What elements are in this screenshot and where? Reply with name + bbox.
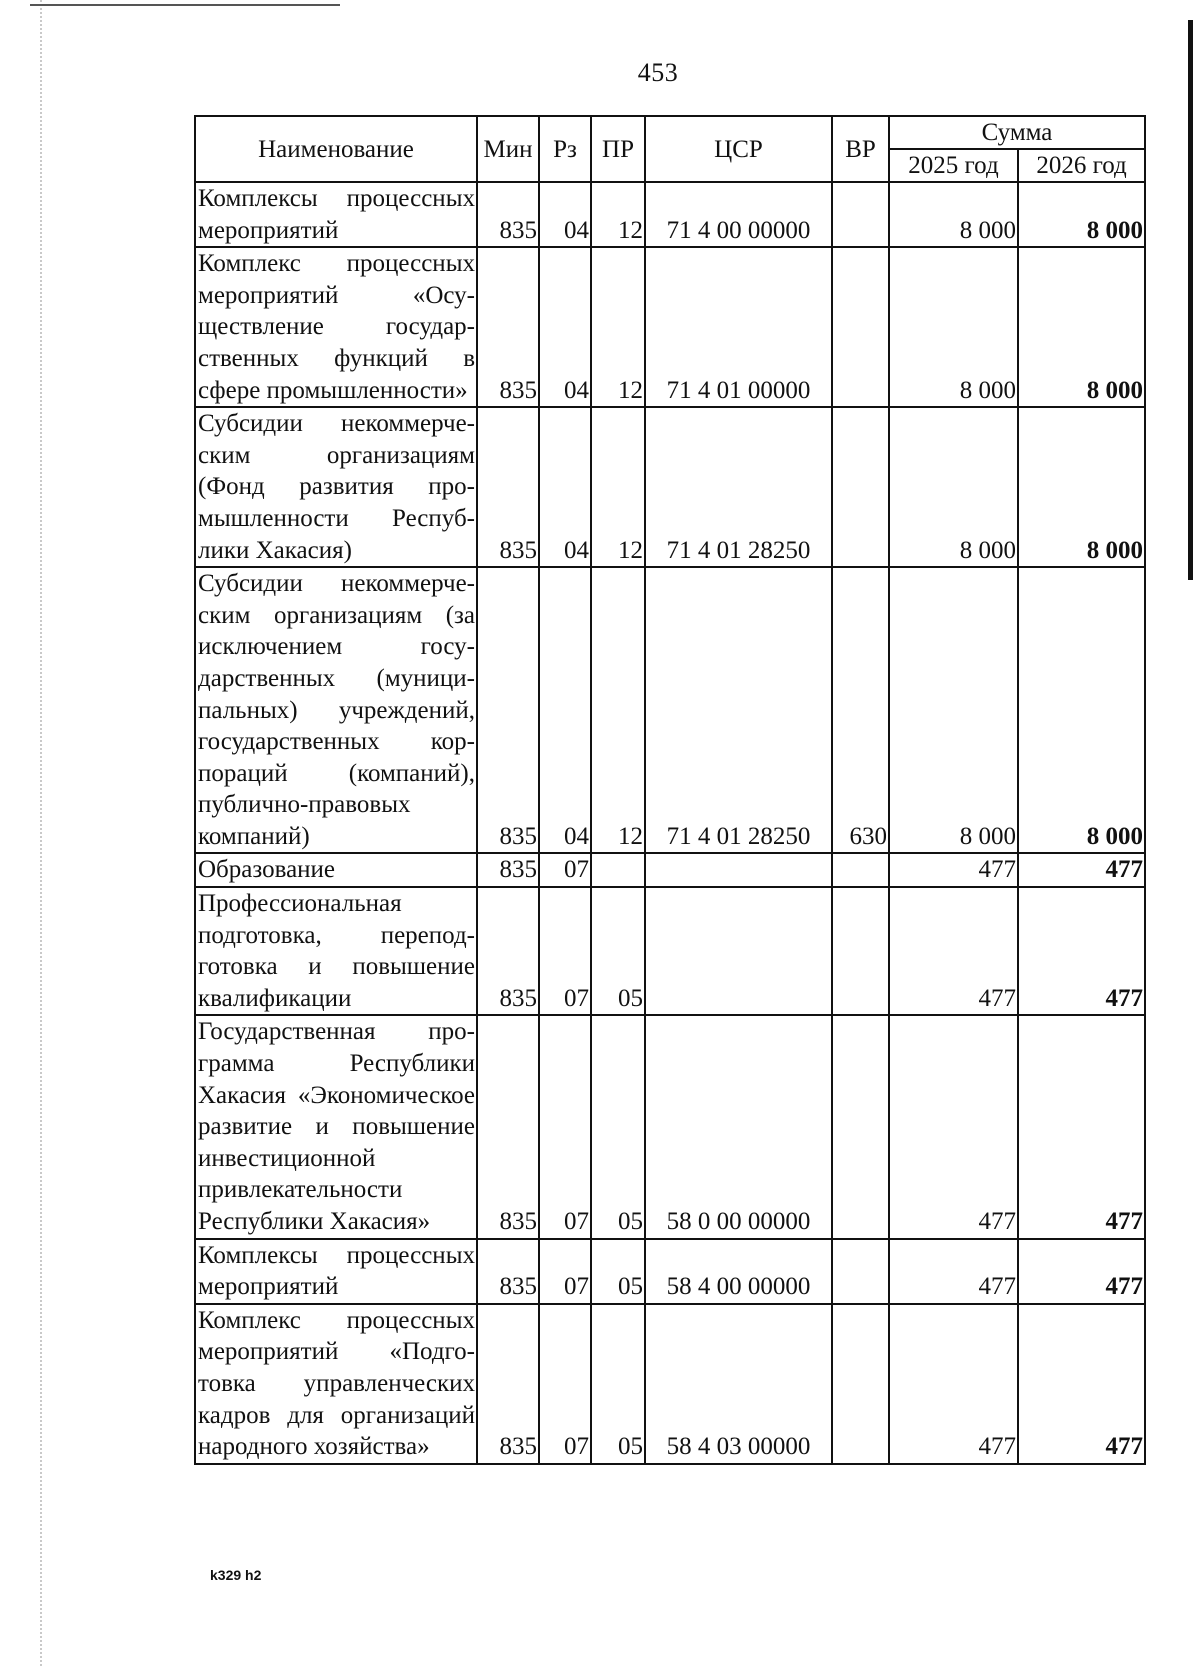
cell-vr	[832, 887, 889, 1015]
cell-csr: 58 4 00 00000	[645, 1239, 832, 1304]
cell-rz: 04	[539, 407, 591, 567]
cell-pr: 05	[591, 1015, 645, 1238]
cell-sum-2026: 8 000	[1018, 182, 1145, 247]
header-pr: ПР	[591, 116, 645, 182]
header-name: Наименование	[195, 116, 477, 182]
scan-right-bar	[1188, 20, 1193, 580]
cell-csr: 71 4 01 28250	[645, 407, 832, 567]
cell-sum-2025: 8 000	[889, 407, 1018, 567]
cell-rz: 07	[539, 1239, 591, 1304]
cell-vr	[832, 1015, 889, 1238]
header-rz: Рз	[539, 116, 591, 182]
table-body	[195, 182, 1145, 1464]
cell-sum-2025: 477	[889, 853, 1018, 887]
cell-name: Профессиональная подготовка, переподготовка и повышение квалификации	[195, 887, 477, 1015]
table-row	[195, 853, 1145, 887]
cell-sum-2026: 8 000	[1018, 247, 1145, 407]
table-row	[195, 887, 1145, 1015]
cell-min: 835	[477, 853, 539, 887]
cell-sum-2026: 477	[1018, 1239, 1145, 1304]
cell-sum-2025: 8 000	[889, 247, 1018, 407]
cell-sum-2026: 477	[1018, 1304, 1145, 1464]
cell-min: 835	[477, 567, 539, 853]
table-row	[195, 182, 1145, 247]
cell-rz: 07	[539, 1015, 591, 1238]
cell-pr: 12	[591, 567, 645, 853]
table-row	[195, 567, 1145, 853]
table-row	[195, 1015, 1145, 1238]
cell-pr: 05	[591, 1304, 645, 1464]
table-row	[195, 1304, 1145, 1464]
cell-rz: 04	[539, 567, 591, 853]
header-min: Мин	[477, 116, 539, 182]
header-csr: ЦСР	[645, 116, 832, 182]
cell-sum-2026: 8 000	[1018, 407, 1145, 567]
cell-rz: 04	[539, 182, 591, 247]
cell-min: 835	[477, 247, 539, 407]
cell-vr	[832, 1304, 889, 1464]
scan-left-edge	[0, 0, 42, 1666]
scan-top-line	[30, 4, 340, 6]
cell-csr	[645, 887, 832, 1015]
cell-sum-2026: 8 000	[1018, 567, 1145, 853]
header-2025: 2025 год	[889, 149, 1018, 182]
header-2026: 2026 год	[1018, 149, 1145, 182]
cell-sum-2025: 477	[889, 1239, 1018, 1304]
cell-sum-2025: 8 000	[889, 567, 1018, 853]
cell-min: 835	[477, 887, 539, 1015]
cell-name: Комплексы процессных мероприятий	[195, 182, 477, 247]
cell-vr	[832, 407, 889, 567]
cell-name: Комплекс процессных мероприятий «Осуществление государственных функций в сфере промышленности»	[195, 247, 477, 407]
cell-pr	[591, 853, 645, 887]
cell-csr: 58 4 03 00000	[645, 1304, 832, 1464]
cell-min: 835	[477, 1015, 539, 1238]
cell-vr	[832, 853, 889, 887]
cell-rz: 04	[539, 247, 591, 407]
cell-vr	[832, 247, 889, 407]
table-row	[195, 407, 1145, 567]
cell-name: Комплексы процессных мероприятий	[195, 1239, 477, 1304]
budget-table	[194, 115, 1146, 1465]
cell-min: 835	[477, 182, 539, 247]
cell-sum-2025: 477	[889, 1304, 1018, 1464]
cell-name: Комплекс процессных мероприятий «Подготовка управленческих кадров для организаций народного хозяйства»	[195, 1304, 477, 1464]
cell-vr: 630	[832, 567, 889, 853]
cell-min: 835	[477, 1304, 539, 1464]
cell-sum-2026: 477	[1018, 887, 1145, 1015]
cell-name: Образование	[195, 853, 477, 887]
cell-sum-2026: 477	[1018, 853, 1145, 887]
cell-sum-2025: 8 000	[889, 182, 1018, 247]
table-header	[195, 116, 1145, 182]
cell-csr: 58 0 00 00000	[645, 1015, 832, 1238]
cell-name: Государственная программа Республики Хакасия «Экономическое развитие и повышение инвестиционной привлекательности Республики Хакасия»	[195, 1015, 477, 1238]
cell-csr: 71 4 01 00000	[645, 247, 832, 407]
cell-vr	[832, 182, 889, 247]
cell-vr	[832, 1239, 889, 1304]
header-sum: Сумма	[889, 116, 1145, 149]
table-row	[195, 1239, 1145, 1304]
cell-pr: 12	[591, 182, 645, 247]
cell-sum-2025: 477	[889, 1015, 1018, 1238]
cell-csr: 71 4 01 28250	[645, 567, 832, 853]
header-vr: ВР	[832, 116, 889, 182]
cell-pr: 12	[591, 407, 645, 567]
cell-name: Субсидии некоммерческим организациям (за исключением государственных (муниципальных) учреждений, государственных корпораций (компаний), публично-правовых компаний)	[195, 567, 477, 853]
page-number: 453	[637, 58, 679, 87]
cell-rz: 07	[539, 1304, 591, 1464]
cell-sum-2025: 477	[889, 887, 1018, 1015]
cell-rz: 07	[539, 887, 591, 1015]
cell-name: Субсидии некоммерческим организациям (Фонд развития промышленности Республики Хакасия)	[195, 407, 477, 567]
cell-pr: 12	[591, 247, 645, 407]
cell-min: 835	[477, 407, 539, 567]
cell-pr: 05	[591, 887, 645, 1015]
table-row	[195, 247, 1145, 407]
cell-pr: 05	[591, 1239, 645, 1304]
cell-rz: 07	[539, 853, 591, 887]
cell-csr: 71 4 00 00000	[645, 182, 832, 247]
cell-csr	[645, 853, 832, 887]
cell-sum-2026: 477	[1018, 1015, 1145, 1238]
cell-min: 835	[477, 1239, 539, 1304]
footer-code: k329 h2	[210, 1567, 262, 1583]
